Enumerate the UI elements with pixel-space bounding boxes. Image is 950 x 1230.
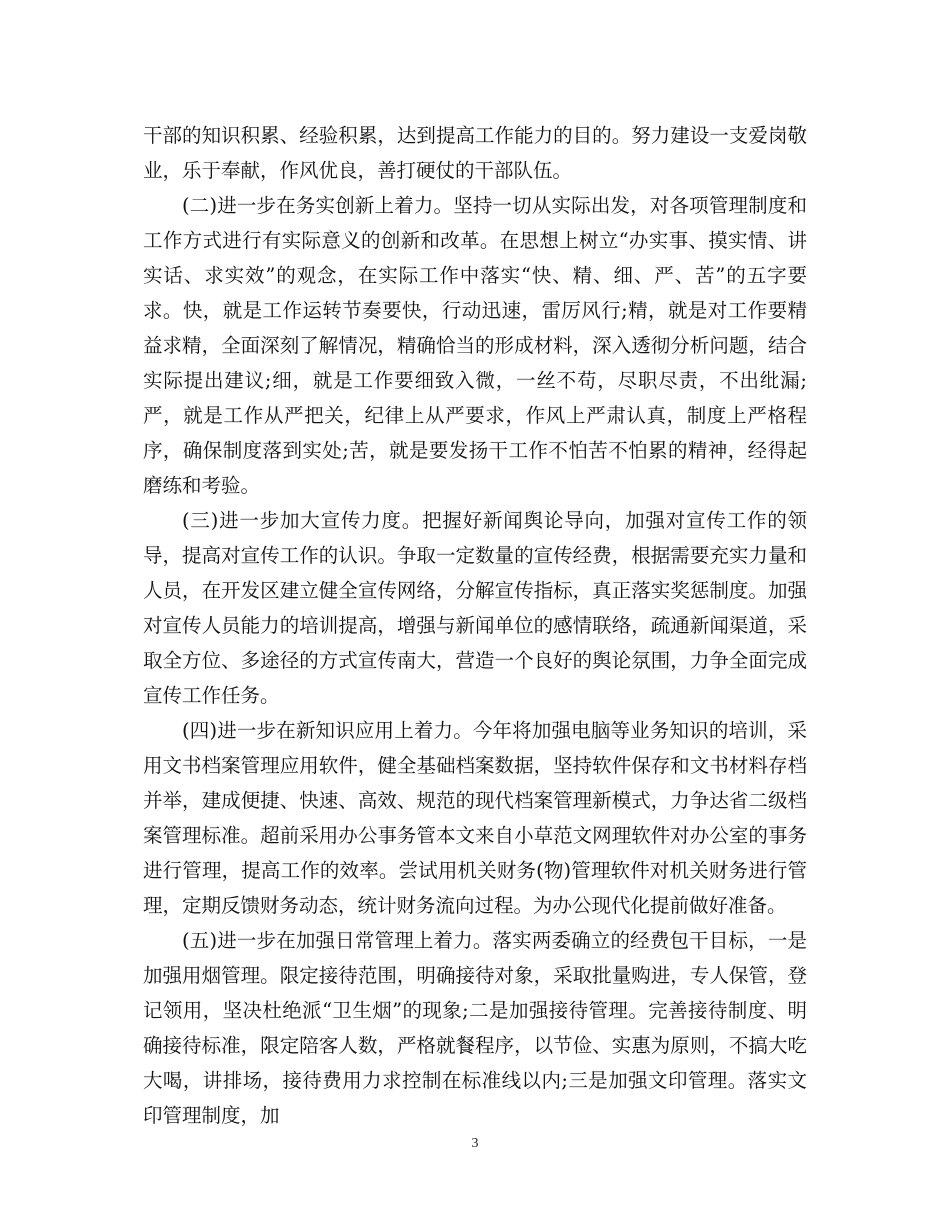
- page-number: 3: [471, 1136, 479, 1151]
- paragraph-item-3: (三)进一步加大宣传力度。把握好新闻舆论导向，加强对宣传工作的领导，提高对宣传工作的认识。争取一定数量的宣传经费，根据需要充实力量和人员，在开发区建立健全宣传网络，分解宣传指标，真正落实奖惩制度。加强对宣传人员能力的培训提高，增强与新闻单位的感情联络，疏通新闻渠道，采取全方位、多途径的方式宣传南大，营造一个良好的舆论氛围，力争全面完成宣传工作任务。: [143, 509, 807, 707]
- document-body: [143, 118, 807, 1133]
- paragraph-continuation: 干部的知识积累、经验积累，达到提高工作能力的目的。努力建设一支爱岗敬业，乐于奉献，作风优良，善打硬仗的干部队伍。: [143, 124, 807, 182]
- paragraph-item-2: (二)进一步在务实创新上着力。坚持一切从实际出发，对各项管理制度和工作方式进行有实际意义的创新和改革。在思想上树立“办实事、摸实情、讲实话、求实效”的观念，在实际工作中落实“快、精、细、严、苦”的五字要求。快，就是工作运转节奏要快，行动迅速，雷厉风行;精，就是对工作要精益求精，全面深刻了解情况，精确恰当的形成材料，深入透彻分析问题，结合实际提出建议;细，就是工作要细致入微，一丝不苟，尽职尽责，不出纰漏;严，就是工作从严把关，纪律上从严要求，作风上严肃认真，制度上严格程序，确保制度落到实处;苦，就是要发扬干工作不怕苦不怕累的精神，经得起磨练和考验。: [143, 194, 807, 497]
- paragraph-item-4: (四)进一步在新知识应用上着力。今年将加强电脑等业务知识的培训，采用文书档案管理应用软件，健全基础档案数据，坚持软件保存和文书材料存档并举，建成便捷、快速、高效、规范的现代档案管理新模式，力争达省二级档案管理标准。超前采用办公事务管本文来自小草范文网理软件对办公室的事务进行管理，提高工作的效率。尝试用机关财务(物)管理软件对机关财务进行管理，定期反馈财务动态，统计财务流向过程。为办公现代化提前做好准备。: [143, 719, 807, 917]
- paragraph-item-5: (五)进一步在加强日常管理上着力。落实两委确立的经费包干目标，一是加强用烟管理。限定接待范围，明确接待对象，采取批量购进，专人保管，登记领用，坚决杜绝派“卫生烟”的现象;二是加强接待管理。完善接待制度、明确接待标准，限定陪客人数，严格就餐程序，以节俭、实惠为原则，不搞大吃大喝，讲排场，接待费用力求控制在标准线以内;三是加强文印管理。落实文印管理制度，加: [143, 929, 807, 1127]
